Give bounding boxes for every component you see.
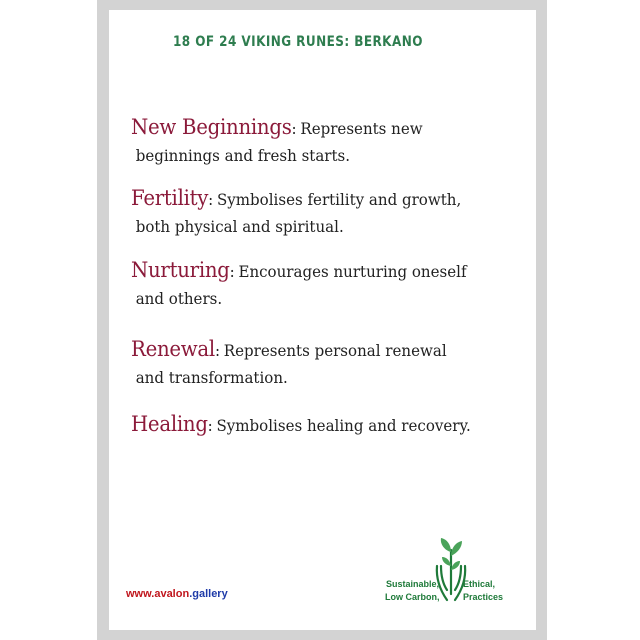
eco-left-line-1: Sustainable,	[385, 579, 439, 589]
entry-healing	[131, 411, 531, 439]
entry-renewal	[131, 336, 531, 391]
eco-right-line-1: Ethical,	[463, 579, 496, 589]
entry-line-1	[131, 257, 507, 285]
website-brand: avalon	[154, 588, 190, 600]
entry-description: Symbolises fertility and growth,	[216, 190, 462, 209]
eco-right-line-2: Practices	[463, 592, 504, 602]
entry-description: Represents new	[300, 119, 423, 138]
entry-nurturing	[131, 257, 531, 312]
entry-term: Nurturing	[131, 258, 230, 282]
entry-separator: :	[208, 190, 214, 209]
entry-fertility	[131, 185, 531, 240]
entry-line-1	[131, 336, 507, 364]
card-title: 18 OF 24 VIKING RUNES: BERKANO	[173, 34, 423, 50]
eco-left-line-2: Low Carbon,	[385, 592, 440, 602]
eco-badge	[385, 536, 517, 604]
entry-separator: :	[207, 416, 213, 435]
entry-line-2: and others.	[135, 289, 223, 308]
entry-term: Fertility	[131, 186, 209, 210]
website-prefix: www.	[126, 588, 155, 600]
entry-line-2: beginnings and fresh starts.	[135, 146, 351, 165]
entry-new-beginnings	[131, 114, 531, 169]
entry-line-2: both physical and spiritual.	[135, 217, 344, 236]
entry-separator: :	[291, 119, 297, 138]
website-link[interactable]	[126, 588, 228, 600]
entry-term: Renewal	[131, 337, 215, 361]
entry-line-1	[131, 114, 507, 142]
website-suffix: .gallery	[189, 588, 228, 600]
eco-right-text	[463, 578, 503, 604]
entry-separator: :	[229, 262, 235, 281]
entry-line-2: and transformation.	[135, 368, 288, 387]
entry-separator: :	[214, 341, 221, 360]
entry-line-1	[131, 185, 507, 213]
entry-term: Healing	[131, 412, 208, 436]
eco-left-text	[385, 578, 439, 604]
entry-term: New Beginnings	[131, 115, 292, 139]
entry-description: Encourages nurturing oneself	[238, 262, 467, 281]
entry-line-1	[131, 411, 507, 439]
rune-card	[109, 10, 536, 630]
entry-description: Symbolises healing and recovery.	[216, 416, 471, 435]
entry-description: Represents personal renewal	[223, 341, 447, 360]
